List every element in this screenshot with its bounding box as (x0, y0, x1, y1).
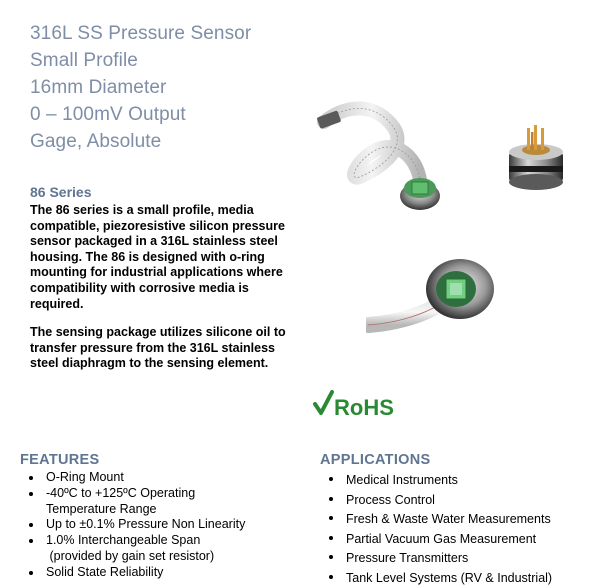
feature-text: Solid State Reliability (46, 565, 163, 579)
sensor-with-ribbon-cable-image (316, 100, 446, 218)
feature-text-continued: Temperature Range (46, 502, 292, 518)
feature-text: 1.0% Interchangeable Span (46, 533, 200, 547)
title-line-1: 316L SS Pressure Sensor (30, 20, 251, 47)
features-heading: FEATURES (20, 452, 99, 468)
list-item: Fresh & Waste Water Measurements (322, 510, 592, 530)
list-item (22, 565, 292, 581)
list-item (22, 517, 292, 533)
title-line-5: Gage, Absolute (30, 128, 251, 155)
description-paragraph-1: The 86 series is a small profile, media compatible, piezoresistive silicon pressure sensor packaged in a 316L stainless steel housing. The 86 is designed with o-ring mounting for industrial applications where compatibility with corrosive media is required. (30, 203, 298, 312)
list-item: Medical Instruments (322, 471, 592, 491)
applications-heading: APPLICATIONS (320, 452, 430, 468)
list-item (22, 470, 292, 486)
feature-text: -40ºC to +125ºC Operating (46, 486, 195, 500)
list-item (22, 486, 292, 518)
feature-text-continued: (provided by gain set resistor) (46, 549, 292, 565)
rohs-compliance-logo (312, 388, 404, 422)
title-line-4: 0 – 100mV Output (30, 101, 251, 128)
list-item: Partial Vacuum Gas Measurement (322, 530, 592, 550)
title-block (30, 20, 251, 155)
sensor-head-closeup-image (366, 253, 500, 343)
feature-text: O-Ring Mount (46, 470, 124, 484)
list-item: Pressure Transmitters (322, 549, 592, 569)
title-line-2: Small Profile (30, 47, 251, 74)
list-item (22, 533, 292, 565)
title-line-3: 16mm Diameter (30, 74, 251, 101)
list-item: Tank Level Systems (RV & Industrial) (322, 569, 592, 588)
features-list (22, 470, 292, 581)
applications-list (322, 471, 592, 588)
checkmark-icon (315, 392, 332, 413)
feature-text: Up to ±0.1% Pressure Non Linearity (46, 517, 245, 531)
list-item: Process Control (322, 491, 592, 511)
description-paragraph-2: The sensing package utilizes silicone oil to transfer pressure from the 316L stainless steel diaphragm to the sensing element. (30, 325, 298, 372)
series-title: 86 Series (30, 184, 92, 200)
sensor-with-pins-image (503, 122, 569, 192)
rohs-label: RoHS (334, 395, 394, 420)
